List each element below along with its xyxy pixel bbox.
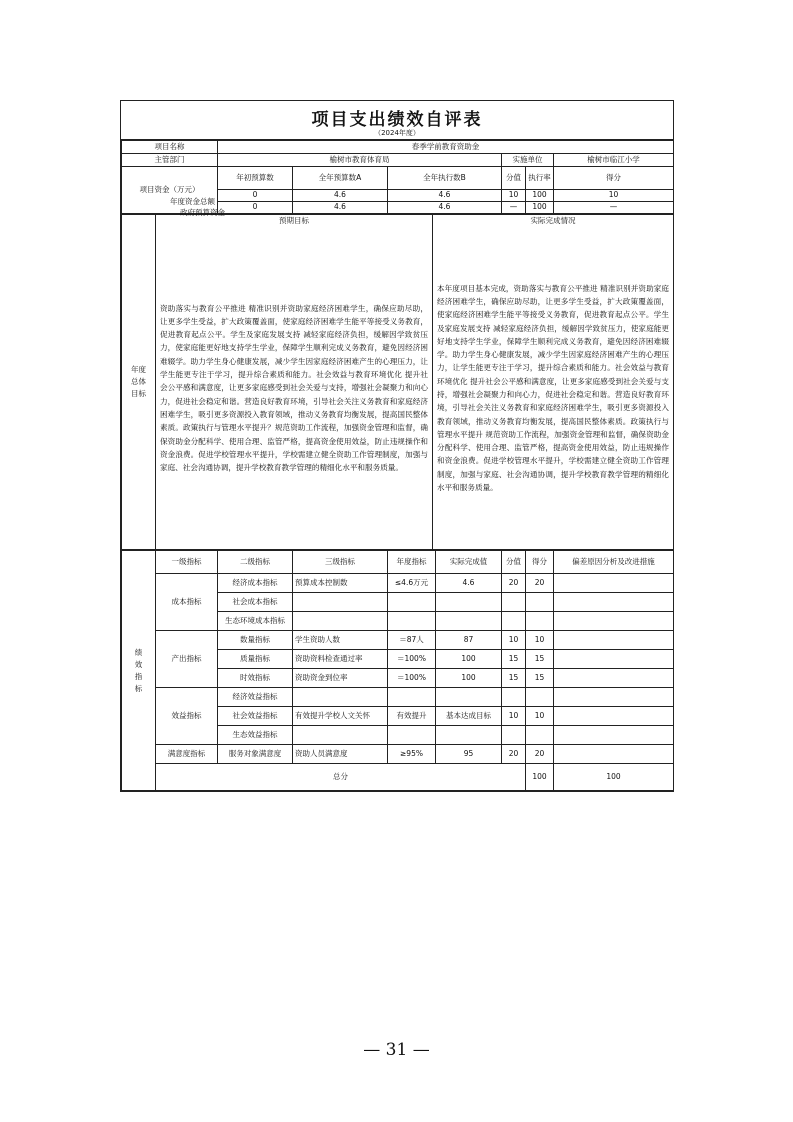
cost-target: ≤4.6万元 <box>388 574 436 593</box>
funds-header-budget: 全年预算数A <box>293 167 388 190</box>
indicators-header-row <box>122 551 674 574</box>
satisfaction-target: ≥95% <box>388 745 436 764</box>
benefit-score <box>526 688 554 707</box>
cost-actual <box>436 593 502 612</box>
funds-total-rate: 100 <box>526 190 554 202</box>
form-year: （2024年度） <box>121 127 673 140</box>
benefit-level1: 效益指标 <box>156 688 218 745</box>
benefit-actual: 基本达成目标 <box>436 707 502 726</box>
benefit-score: 10 <box>526 707 554 726</box>
output-score-val: 10 <box>502 631 526 650</box>
output-score: 15 <box>526 650 554 669</box>
satisfaction-score-val: 20 <box>502 745 526 764</box>
benefit-l2: 社会效益指标 <box>218 707 293 726</box>
cost-note <box>554 593 674 612</box>
satisfaction-level1: 满意度指标 <box>156 745 218 764</box>
satisfaction-note <box>554 745 674 764</box>
cost-score-val: 20 <box>502 574 526 593</box>
goals-row <box>122 215 674 550</box>
indicators-label-text: 绩效指标 <box>134 647 143 693</box>
table-row <box>122 745 674 764</box>
hdr-note: 偏差原因分析及改进措施 <box>554 551 674 574</box>
actual-completion-header: 实际完成情况 <box>530 216 576 225</box>
indicators-table <box>121 550 674 791</box>
output-l3: 学生资助人数 <box>293 631 388 650</box>
cost-score: 20 <box>526 574 554 593</box>
cost-score-val <box>502 593 526 612</box>
benefit-target: 有效提升 <box>388 707 436 726</box>
output-note <box>554 650 674 669</box>
benefit-l2: 经济效益指标 <box>218 688 293 707</box>
cost-target <box>388 593 436 612</box>
cost-note <box>554 612 674 631</box>
performance-evaluation-form <box>120 100 674 792</box>
dept-value: 榆树市教育体育局 <box>218 154 502 167</box>
output-l3: 资助资金到位率 <box>293 669 388 688</box>
expected-goal-text: 资助落实与教育公平推进 精准识别并资助家庭经济困难学生，确保应助尽助，让更多学生受益，扩大政策覆盖面，使家庭经济困难学生能平等接受义务教育，促进教育起点公平。学生及家庭发展支持 减轻家庭经济负担，缓解因学致贫压力，使家庭能更好地支持学生学业，保障学生顺利完成义务教育，避免因经济困难辍学。助力学生身心健康发展，减少学生因家庭经济困难产生的心理压力，让学生能更专注于学习，提升综合素质和能力。社会效益与教育环境优化 提升社会公平感和满意度，让更多家庭感受到社会关爱与支持，增强社会凝聚力和向心力，促进社会稳定和谐。营造良好教育环境，引导社会关注义务教育和家庭经济困难学生，吸引更多资源投入教育领域，推动义务教育均衡发展，提高国民整体素质。政策执行与管理水平提升？规范资助工作流程，加强资金管理和监督，确保资助金分配科学、使用合理、监管严格，提高资金使用效益，防止违规操作和资金浪费。促进学校管理水平提升，学校需建立健全资助工作管理制度，加强与家庭、社会沟通协调，提升学校教育教学管理的精细化水平和服务质量。 <box>160 303 428 473</box>
benefit-score-val: 10 <box>502 707 526 726</box>
funds-gov-exec: 4.6 <box>388 202 502 214</box>
output-note <box>554 669 674 688</box>
satisfaction-l2: 服务对象满意度 <box>218 745 293 764</box>
table-row <box>122 631 674 650</box>
cost-note <box>554 574 674 593</box>
department-row <box>122 154 674 167</box>
cost-actual <box>436 612 502 631</box>
funds-total-name: 年度资金总额 <box>170 197 215 206</box>
project-name-row <box>122 141 674 154</box>
funds-header-init: 年初预算数 <box>218 167 293 190</box>
benefit-l3 <box>293 726 388 745</box>
cost-l3 <box>293 612 388 631</box>
output-l2: 时效指标 <box>218 669 293 688</box>
project-name-label: 项目名称 <box>122 141 218 154</box>
hdr-level1: 一级指标 <box>156 551 218 574</box>
funds-total-score-val: 10 <box>502 190 526 202</box>
benefit-target <box>388 726 436 745</box>
benefit-actual <box>436 726 502 745</box>
cost-score-val <box>502 612 526 631</box>
funds-total-score: 10 <box>554 190 674 202</box>
total-score-val: 100 <box>526 764 554 791</box>
output-score: 10 <box>526 631 554 650</box>
table-row <box>122 574 674 593</box>
output-l2: 数量指标 <box>218 631 293 650</box>
funds-gov-name: 政府预算资金 <box>180 208 225 217</box>
benefit-target <box>388 688 436 707</box>
impl-label: 实施单位 <box>502 154 554 167</box>
hdr-level3: 三级指标 <box>293 551 388 574</box>
cost-l3 <box>293 593 388 612</box>
cost-l3: 预算成本控制数 <box>293 574 388 593</box>
output-actual: 87 <box>436 631 502 650</box>
output-score-val: 15 <box>502 650 526 669</box>
benefit-score-val <box>502 726 526 745</box>
form-title: 项目支出绩效自评表 <box>311 110 483 130</box>
total-row <box>122 764 674 791</box>
page-number: — 31 — <box>363 1040 430 1060</box>
goals-label-text: 年度总体目标 <box>131 365 146 398</box>
hdr-target: 年度指标 <box>388 551 436 574</box>
output-l2: 质量指标 <box>218 650 293 669</box>
cost-level1: 成本指标 <box>156 574 218 631</box>
cost-score <box>526 612 554 631</box>
funds-row-labels <box>156 196 316 218</box>
impl-value: 榆树市临江小学 <box>554 154 674 167</box>
output-target: ＝100% <box>388 650 436 669</box>
total-score: 100 <box>554 764 674 791</box>
funds-gov-rate: 100 <box>526 202 554 214</box>
output-actual: 100 <box>436 650 502 669</box>
cost-l2: 生态环境成本指标 <box>218 612 293 631</box>
project-name-value: 春季学前教育资助金 <box>218 141 674 154</box>
benefit-note <box>554 707 674 726</box>
benefit-l2: 生态效益指标 <box>218 726 293 745</box>
output-l3: 资助资料检查通过率 <box>293 650 388 669</box>
table-row <box>122 688 674 707</box>
cost-l2: 社会成本指标 <box>218 593 293 612</box>
cost-score <box>526 593 554 612</box>
hdr-level2: 二级指标 <box>218 551 293 574</box>
funds-total-init: 0 <box>218 190 293 202</box>
satisfaction-l3: 资助人员满意度 <box>293 745 388 764</box>
cost-l2: 经济成本指标 <box>218 574 293 593</box>
satisfaction-score: 20 <box>526 745 554 764</box>
benefit-score <box>526 726 554 745</box>
expected-goal-header: 预期目标 <box>279 216 309 225</box>
benefit-l3: 有效提升学校人文关怀 <box>293 707 388 726</box>
funds-gov-budget: 4.6 <box>293 202 388 214</box>
funds-header-exec: 全年执行数B <box>388 167 502 190</box>
output-actual: 100 <box>436 669 502 688</box>
benefit-score-val <box>502 688 526 707</box>
funds-label: 项目资金（万元） <box>122 167 218 214</box>
total-label: 总分 <box>156 764 526 791</box>
actual-completion-cell <box>433 215 674 550</box>
satisfaction-actual: 95 <box>436 745 502 764</box>
hdr-score-val: 分值 <box>502 551 526 574</box>
benefit-note <box>554 688 674 707</box>
funds-gov-init: 0 <box>218 202 293 214</box>
benefit-l3 <box>293 688 388 707</box>
output-level1: 产出指标 <box>156 631 218 688</box>
cost-actual: 4.6 <box>436 574 502 593</box>
funds-header-score-val: 分值 <box>502 167 526 190</box>
output-score-val: 15 <box>502 669 526 688</box>
benefit-actual <box>436 688 502 707</box>
output-note <box>554 631 674 650</box>
hdr-score: 得分 <box>526 551 554 574</box>
funds-header-rate: 执行率 <box>526 167 554 190</box>
cost-target <box>388 612 436 631</box>
output-score: 15 <box>526 669 554 688</box>
expected-goal-cell <box>156 215 433 550</box>
funds-total-exec: 4.6 <box>388 190 502 202</box>
dept-label: 主管部门 <box>122 154 218 167</box>
goals-label <box>122 215 156 550</box>
funds-header-row <box>122 167 674 190</box>
funds-header-score: 得分 <box>554 167 674 190</box>
output-target: ＝87人 <box>388 631 436 650</box>
funds-total-budget: 4.6 <box>293 190 388 202</box>
indicators-label <box>122 551 156 791</box>
benefit-note <box>554 726 674 745</box>
output-target: ＝100% <box>388 669 436 688</box>
actual-completion-text: 本年度项目基本完成，资助落实与教育公平推进 精准识别并资助家庭经济困难学生，确保应助尽助，让更多学生受益，扩大政策覆盖面，使家庭经济困难学生能平等接受义务教育，促进教育起点公平。学生及家庭发展支持 减轻家庭经济负担，缓解因学致贫压力，使家庭能更好地支持学生学业，保障学生顺利完成义务教育，避免因经济困难辍学。助力学生身心健康发展，减少学生因家庭经济困难产生的心理压力，让学生能更专注于学习，提升综合素质和能力。社会效益与教育环境优化 提升社会公平感和满意度，让更多家庭感受到社会关爱与支持，增强社会凝聚力和向心力，促进社会稳定和谐。营造良好教育环境，引导社会关注义务教育和家庭经济困难学生，吸引更多资源投入教育领域，推动义务教育均衡发展，提高国民整体素质。政策执行与管理水平提升 规范资助工作流程，加强资金管理和监督，确保资助金分配科学、使用合理、监管严格，提高资金使用效益，防止违规操作和资金浪费。促进学校管理水平提升，学校需建立健全资助工作管理制度，加强与家庭、社会沟通协调，提升学校教育教学管理的精细化水平和服务质量。 <box>437 283 669 493</box>
funds-gov-score: — <box>554 202 674 214</box>
hdr-actual: 实际完成值 <box>436 551 502 574</box>
funds-gov-score-val: — <box>502 202 526 214</box>
goals-table <box>121 214 674 550</box>
